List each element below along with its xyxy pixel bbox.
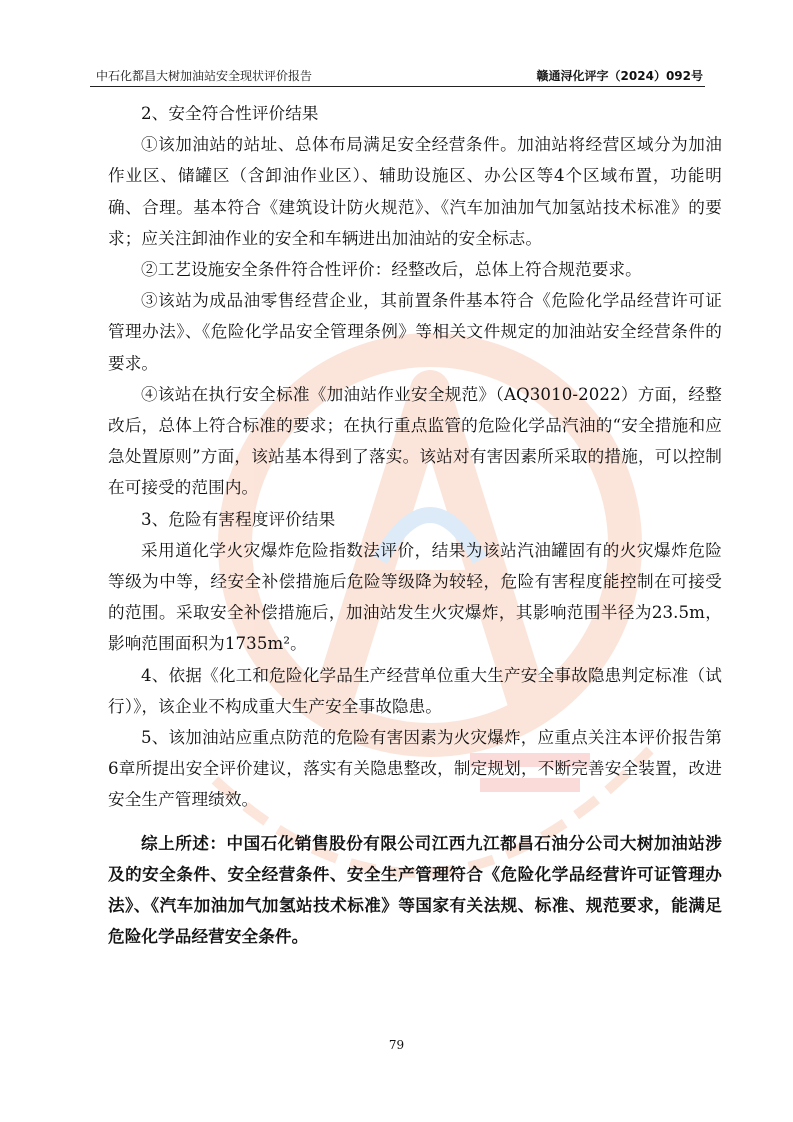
section-heading-compliance: 2、安全符合性评价结果 bbox=[141, 104, 319, 123]
document-number: 赣通浔化评字（2024）092号 bbox=[536, 69, 703, 83]
section-heading-hazard-degree: 3、危险有害程度评价结果 bbox=[141, 509, 336, 529]
paragraph-major-hazard-judgement: 4、依据《化工和危险化学品生产经营单位重大生产安全事故隐患判定标准（试行）》，该企业不构成重大生产安全事故隐患。 bbox=[108, 665, 722, 716]
paragraph-site-layout: ①该加油站的站址、总体布局满足安全经营条件。加油站将经营区域分为加油作业区、储罐区（含卸油作业区）、辅助设施区、办公区等4个区域布置，功能明确、合理。基本符合《建筑设计防火规范》、《汽车加油加气加氢站技术标准》的要求；应关注卸油作业的安全和车辆进出加油站的安全标志。 bbox=[108, 135, 722, 248]
report-body bbox=[108, 98, 722, 952]
paragraph-safety-standard: ④该站在执行安全标准《加油站作业安全规范》（AQ3010-2022）方面，经整改后，总体上符合标准的要求；在执行重点监管的危险化学品汽油的“安全措施和应急处置原则”方面，该站基本得到了落实。该站对有害因素所采取的措施，可以控制在可接受的范围内。 bbox=[108, 384, 722, 498]
page-header bbox=[90, 62, 705, 87]
paragraph-process-facilities: ②工艺设施安全条件符合性评价：经整改后，总体上符合规范要求。 bbox=[141, 260, 642, 280]
report-title: 中石化都昌大树加油站安全现状评价报告 bbox=[96, 69, 313, 83]
page-number: 79 bbox=[388, 1038, 405, 1052]
paragraph-fire-explosion-index: 采用道化学火灾爆炸危险指数法评价，结果为该站汽油罐固有的火灾爆炸危险等级为中等，经安全补偿措施后危险等级降为较轻，危险有害程度能控制在可接受的范围。采取安全补偿措施后，加油站发生火灾爆炸，其影响范围半径为23.5m，影响范围面积为1735m²。 bbox=[108, 540, 722, 654]
paragraph-retail-prerequisites: ③该站为成品油零售经营企业，其前置条件基本符合《危险化学品经营许可证管理办法》、《危险化学品安全管理条例》等相关文件规定的加油站安全经营条件的要求。 bbox=[108, 291, 722, 373]
paragraph-key-prevention: 5、该加油站应重点防范的危险有害因素为火灾爆炸，应重点关注本评价报告第6章所提出安全评价建议，落实有关隐患整改，制定规划，不断完善安全装置，改进安全生产管理绩效。 bbox=[108, 728, 722, 810]
conclusion-paragraph: 综上所述：中国石化销售股份有限公司江西九江都昌石油分公司大树加油站涉及的安全条件、安全经营条件、安全生产管理符合《危险化学品经营许可证管理办法》、《汽车加油加气加氢站技术标准》等国家有关法规、标准、规范要求，能满足危险化学品经营安全条件。 bbox=[108, 832, 722, 947]
